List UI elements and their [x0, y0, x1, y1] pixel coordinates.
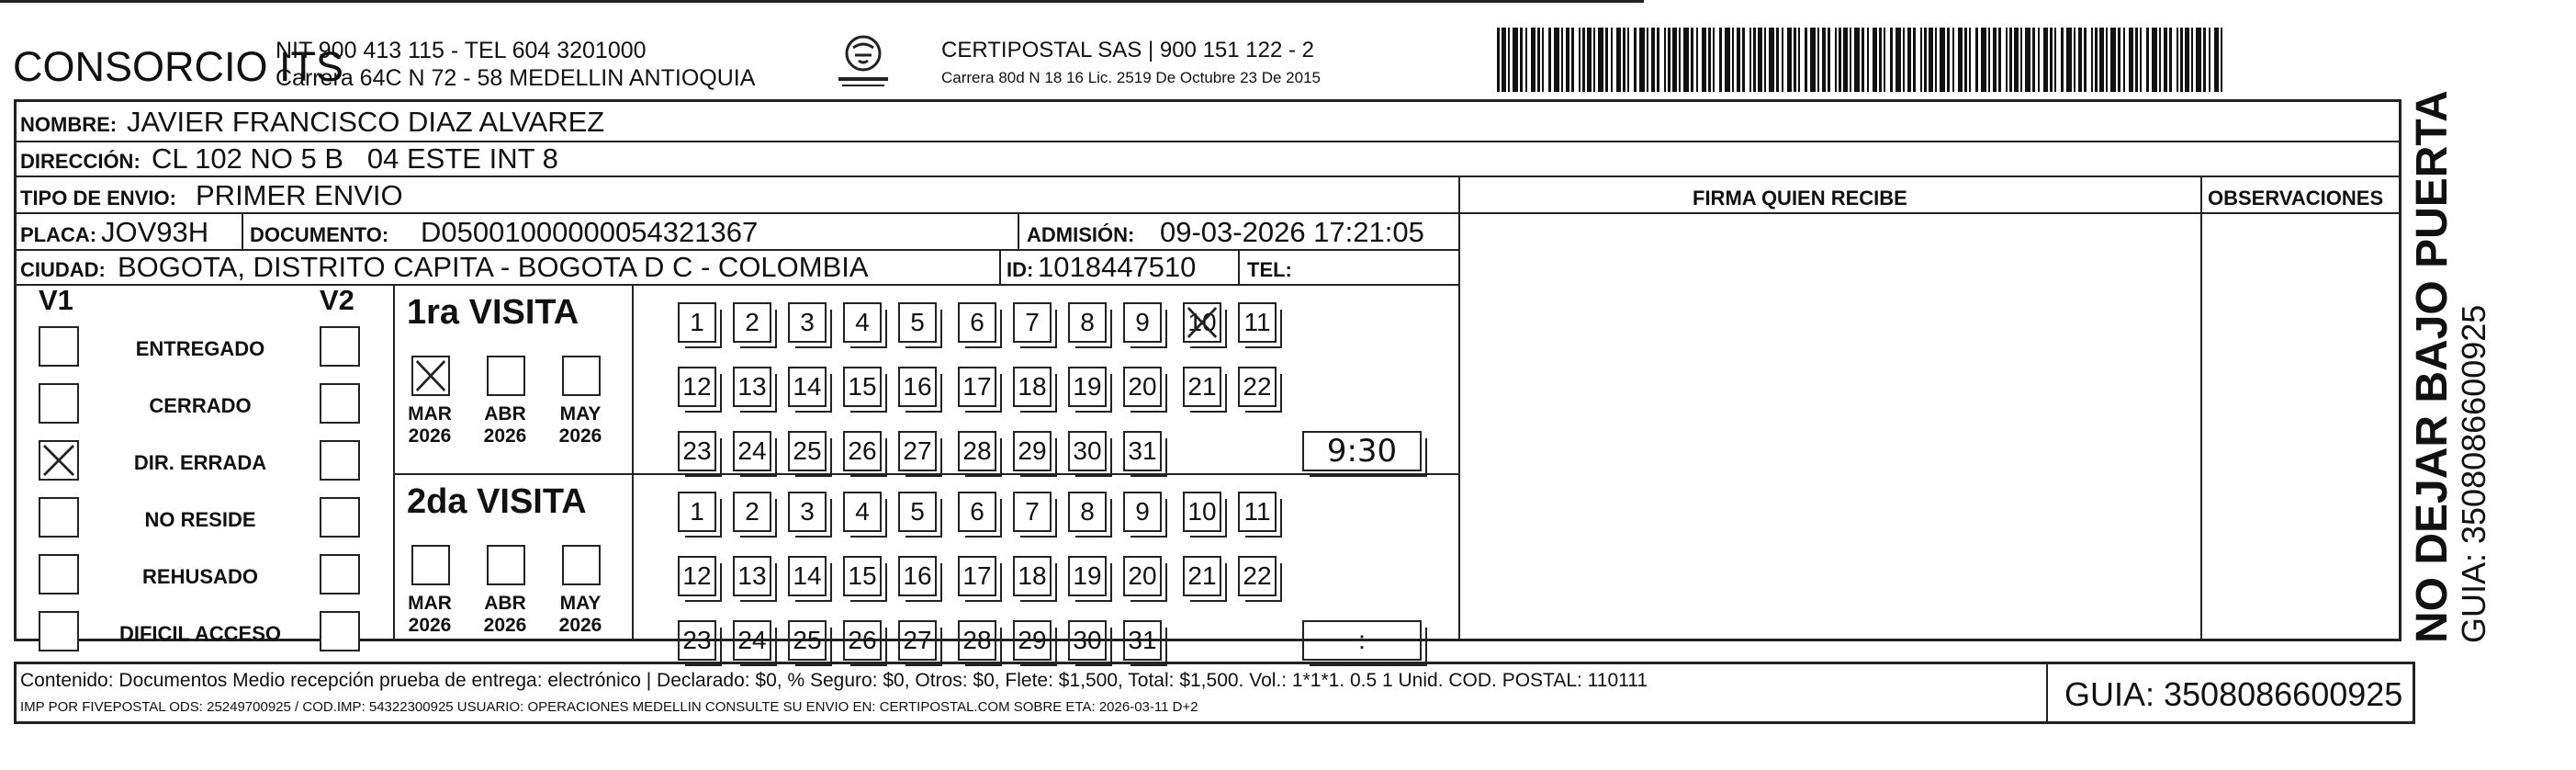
day-box[interactable] [788, 556, 827, 596]
day-number: 10 [1187, 308, 1217, 336]
sender-address: Carrera 64C N 72 - 58 MEDELLIN ANTIOQUIA [276, 65, 756, 91]
day-number: 18 [1018, 561, 1047, 590]
day-number: 8 [1080, 308, 1095, 336]
day-box[interactable] [1013, 556, 1052, 596]
ciudad-label: CIUDAD: [20, 258, 106, 281]
day-number: 13 [737, 561, 767, 590]
day-box[interactable] [1183, 302, 1221, 343]
id-label: ID: [1007, 258, 1034, 281]
month-checkbox[interactable] [411, 356, 450, 396]
day-box[interactable] [1013, 367, 1052, 407]
status-label: DIFICIL ACCESO [118, 622, 281, 645]
day-number: 28 [962, 436, 992, 465]
day-box[interactable] [1123, 492, 1162, 532]
day-number: 10 [1187, 497, 1217, 526]
day-number: 14 [793, 372, 822, 401]
day-box[interactable] [733, 620, 771, 661]
day-number: 24 [737, 436, 767, 465]
day-box[interactable] [1123, 620, 1162, 661]
day-number: 2 [745, 308, 759, 336]
documento-value: D05001000000054321367 [421, 216, 759, 248]
status-v1-checkbox[interactable] [39, 383, 79, 424]
observaciones-label: OBSERVACIONES [2208, 187, 2384, 209]
day-number: 5 [910, 308, 925, 336]
day-box[interactable] [733, 367, 771, 407]
imp-text: IMP POR FIVEPOSTAL ODS: 25249700925 / COD.IMP: 54322300925 USUARIO: OPERACIONES MEDELLIN CONSULTE SU ENVIO EN: CERTIPOSTAL.COM SOBRE ETA: 2026-03-11 D+2 [20, 699, 1198, 715]
day-box[interactable] [1068, 492, 1107, 532]
contenido-text: Contenido: Documentos Medio recepción prueba de entrega: electrónico | Declarado: $0, % Seguro: $0, Otros: $0, Flete: $1,500, Total: $1,500. Vol.: 1*1*1. 0.5 1 Unid. COD. POSTAL: 110111 [20, 670, 1648, 691]
day-number: 29 [1018, 626, 1047, 654]
time-box[interactable] [1302, 620, 1422, 661]
day-box[interactable] [733, 431, 771, 471]
day-box[interactable] [1068, 431, 1107, 471]
direccion-label: DIRECCIÓN: [20, 150, 141, 173]
day-box[interactable] [1238, 492, 1277, 532]
documento-label: DOCUMENTO: [250, 223, 389, 246]
day-number: 6 [970, 497, 984, 526]
status-label: CERRADO [149, 394, 252, 417]
day-number: 26 [848, 436, 877, 465]
placa-value: JOV93H [101, 216, 209, 248]
month-label: MAR 2026 [408, 593, 452, 636]
day-box[interactable] [678, 620, 716, 661]
courier-info [941, 37, 1321, 92]
side-warning: NO DEJAR BAJO PUERTA [2408, 90, 2457, 643]
day-box[interactable] [958, 620, 996, 661]
direccion-value: CL 102 NO 5 B 04 ESTE INT 8 [152, 142, 558, 175]
day-box[interactable] [843, 556, 882, 596]
day-box[interactable] [958, 431, 996, 471]
day-box[interactable] [843, 367, 882, 407]
day-number: 17 [962, 561, 992, 590]
status-v1-checkbox[interactable] [39, 497, 79, 538]
day-number: 1 [690, 308, 704, 336]
day-number: 7 [1025, 308, 1040, 336]
check-mark-icon [1185, 304, 1220, 341]
day-number: 15 [848, 372, 877, 401]
sender-info [276, 37, 755, 92]
tipo-envio-value: PRIMER ENVIO [196, 179, 403, 211]
day-box[interactable] [1123, 302, 1162, 343]
day-number: 31 [1128, 626, 1157, 654]
day-number: 16 [903, 372, 932, 401]
sender-nit: NIT 900 413 115 - TEL 604 3201000 [276, 38, 647, 63]
day-box[interactable] [678, 367, 716, 407]
day-box[interactable] [1183, 492, 1221, 532]
day-number: 19 [1073, 372, 1102, 401]
day-number: 16 [903, 561, 932, 590]
admision-value: 09-03-2026 17:21:05 [1160, 216, 1424, 248]
month-checkbox[interactable] [411, 545, 450, 585]
check-mark-icon [413, 357, 448, 394]
tel-label: TEL: [1247, 258, 1292, 281]
courier-license: Carrera 80d N 18 16 Lic. 2519 De Octubre 23 De 2015 [941, 69, 1321, 86]
day-box[interactable] [898, 492, 937, 532]
check-mark-icon [40, 442, 77, 479]
day-box[interactable] [788, 492, 827, 532]
day-number: 12 [682, 372, 712, 401]
day-number: 25 [793, 436, 822, 465]
status-label: ENTREGADO [135, 337, 265, 360]
day-number: 7 [1025, 497, 1040, 526]
day-number: 25 [793, 626, 822, 654]
day-number: 27 [903, 626, 932, 654]
day-number: 30 [1073, 626, 1102, 654]
admision-label: ADMISIÓN: [1027, 223, 1135, 246]
day-number: 27 [903, 436, 932, 465]
day-number: 22 [1243, 561, 1272, 590]
status-label: NO RESIDE [144, 508, 256, 531]
day-box[interactable] [958, 302, 996, 343]
day-box[interactable] [1068, 302, 1107, 343]
day-box[interactable] [1238, 367, 1277, 407]
month-label: MAR 2026 [408, 403, 452, 447]
status-v2-checkbox[interactable] [320, 497, 360, 538]
month-checkbox[interactable] [562, 545, 601, 585]
day-number: 3 [800, 308, 815, 336]
tipo-envio-label: TIPO DE ENVIO: [20, 187, 176, 209]
month-label: ABR 2026 [483, 593, 527, 636]
visit-time: 9:30 [1326, 433, 1398, 470]
v1-header: V1 [39, 284, 73, 316]
day-number: 11 [1243, 497, 1271, 526]
ciudad-value: BOGOTA, DISTRITO CAPITA - BOGOTA D C - COLOMBIA [118, 251, 869, 283]
day-number: 13 [737, 372, 767, 401]
status-v1-checkbox[interactable] [39, 440, 79, 481]
day-number: 22 [1243, 372, 1272, 401]
month-label: ABR 2026 [483, 403, 527, 447]
day-box[interactable] [1183, 367, 1221, 407]
day-box[interactable] [843, 302, 882, 343]
day-number: 4 [855, 308, 870, 336]
day-box[interactable] [898, 431, 937, 471]
status-v1-checkbox[interactable] [39, 326, 79, 367]
day-box[interactable] [788, 431, 827, 471]
status-v1-checkbox[interactable] [39, 554, 79, 594]
brand-name: CONSORCIO ITS [13, 43, 344, 90]
day-box[interactable] [898, 367, 937, 407]
month-checkbox[interactable] [562, 356, 601, 396]
id-value: 1018447510 [1038, 251, 1197, 283]
top-rule [0, 0, 1644, 3]
status-label: DIR. ERRADA [133, 451, 267, 474]
day-box[interactable] [1123, 367, 1162, 407]
day-number: 31 [1128, 436, 1157, 465]
day-number: 23 [682, 626, 712, 654]
footer [14, 662, 2415, 724]
day-box[interactable] [733, 556, 771, 596]
day-box[interactable] [958, 556, 996, 596]
v2-header: V2 [320, 284, 354, 316]
day-box[interactable] [1238, 556, 1277, 596]
courier-name: CERTIPOSTAL SAS | 900 151 122 - 2 [941, 38, 1314, 62]
day-number: 5 [910, 497, 925, 526]
day-number: 28 [962, 626, 992, 654]
day-number: 12 [682, 561, 712, 590]
visit-title: 1ra VISITA [407, 293, 579, 332]
day-number: 4 [855, 497, 870, 526]
day-box[interactable] [788, 302, 827, 343]
status-v2-checkbox[interactable] [320, 611, 360, 651]
day-number: 2 [745, 497, 759, 526]
day-number: 24 [737, 626, 767, 654]
day-number: 29 [1018, 436, 1047, 465]
visit-title: 2da VISITA [407, 482, 587, 521]
time-box[interactable] [1302, 431, 1422, 471]
status-v2-checkbox[interactable] [320, 383, 360, 424]
day-number: 20 [1128, 372, 1157, 401]
status-label: REHUSADO [142, 565, 258, 588]
nombre-value: JAVIER FRANCISCO DIAZ ALVAREZ [127, 106, 605, 138]
month-checkbox[interactable] [487, 356, 525, 396]
day-number: 26 [848, 626, 877, 654]
barcode-icon [1497, 28, 2222, 92]
day-box[interactable] [733, 492, 771, 532]
day-box[interactable] [1068, 620, 1107, 661]
day-number: 20 [1128, 561, 1157, 590]
day-number: 19 [1073, 561, 1102, 590]
day-box[interactable] [788, 620, 827, 661]
day-box[interactable] [678, 492, 716, 532]
day-box[interactable] [898, 620, 937, 661]
day-number: 3 [800, 497, 815, 526]
day-number: 18 [1018, 372, 1047, 401]
status-v2-checkbox[interactable] [320, 554, 360, 594]
day-box[interactable] [958, 492, 996, 532]
month-checkbox[interactable] [487, 545, 525, 585]
day-box[interactable] [1013, 431, 1052, 471]
day-number: 11 [1243, 308, 1271, 336]
day-box[interactable] [1013, 492, 1052, 532]
day-number: 23 [682, 436, 712, 465]
footer-guia: GUIA: 3508086600925 [2064, 675, 2403, 713]
day-number: 21 [1187, 372, 1217, 401]
day-number: 17 [962, 372, 992, 401]
day-box[interactable] [843, 492, 882, 532]
day-number: 15 [848, 561, 877, 590]
day-box[interactable] [898, 302, 937, 343]
day-box[interactable] [788, 367, 827, 407]
day-box[interactable] [843, 620, 882, 661]
day-box[interactable] [1183, 556, 1221, 596]
status-v1-checkbox[interactable] [39, 611, 79, 651]
side-notice [2408, 90, 2493, 643]
day-number: 1 [690, 497, 704, 526]
day-box[interactable] [1068, 367, 1107, 407]
day-box[interactable] [678, 431, 716, 471]
day-number: 21 [1187, 561, 1217, 590]
day-number: 9 [1135, 497, 1150, 526]
day-box[interactable] [1123, 556, 1162, 596]
day-box[interactable] [1238, 302, 1277, 343]
certipostal-logo-icon [831, 33, 895, 93]
day-box[interactable] [843, 431, 882, 471]
day-box[interactable] [733, 302, 771, 343]
day-box[interactable] [1068, 556, 1107, 596]
day-number: 6 [970, 308, 984, 336]
status-v2-checkbox[interactable] [320, 440, 360, 481]
day-box[interactable] [1123, 431, 1162, 471]
day-box[interactable] [1013, 302, 1052, 343]
day-box[interactable] [1013, 620, 1052, 661]
delivery-form [14, 99, 2402, 654]
firma-label: FIRMA QUIEN RECIBE [1693, 187, 1907, 209]
day-box[interactable] [958, 367, 996, 407]
day-box[interactable] [898, 556, 937, 596]
nombre-label: NOMBRE: [20, 113, 118, 136]
visit-time: : [1358, 626, 1366, 654]
side-guia: GUIA: 3508086600925 [2455, 304, 2492, 643]
month-label: MAY 2026 [558, 403, 602, 447]
day-number: 9 [1135, 308, 1150, 336]
day-number: 8 [1080, 497, 1095, 526]
day-number: 14 [793, 561, 822, 590]
day-number: 30 [1073, 436, 1102, 465]
day-box[interactable] [678, 302, 716, 343]
month-label: MAY 2026 [558, 593, 602, 636]
status-v2-checkbox[interactable] [320, 326, 360, 367]
day-box[interactable] [678, 556, 716, 596]
placa-label: PLACA: [20, 223, 97, 246]
